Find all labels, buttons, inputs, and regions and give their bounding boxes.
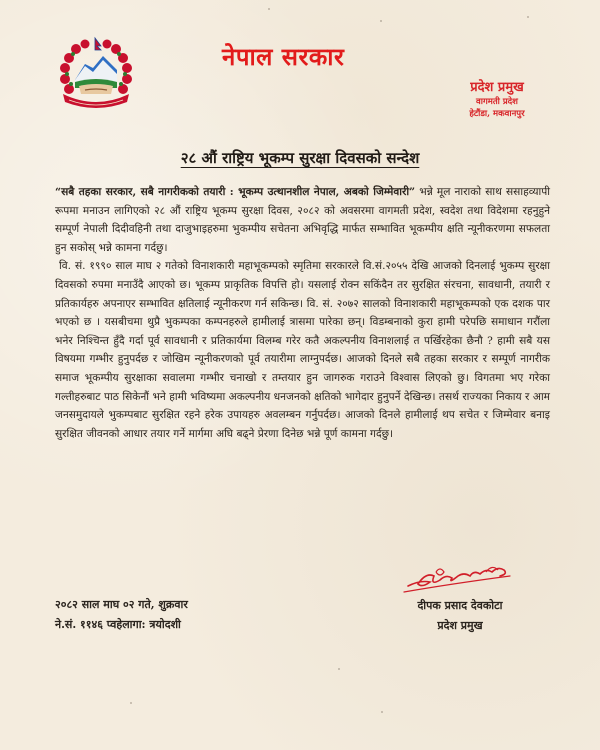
office-title: प्रदेश प्रमुख	[470, 80, 524, 95]
signer-name: दीपक प्रसाद देवकोटा	[417, 599, 503, 612]
date-nepal-sambat: ने.सं. ११४६ प्वहेलागा: त्रयोदशी	[55, 618, 181, 631]
slogan: “सबै तहका सरकार, सबै नागरीकको तयारी : भूकम्प उत्थानशील नेपाल, अबको जिम्मेवारी”	[55, 186, 416, 198]
handwritten-signature-icon	[400, 562, 520, 596]
paper-speck	[268, 8, 270, 10]
date-block	[55, 595, 188, 635]
subject-text: २८ औं राष्ट्रिय भूकम्प सुरक्षा दिवसको सन्देश	[180, 149, 420, 167]
paper-speck	[380, 20, 382, 22]
paper-speck	[338, 668, 340, 670]
subject-heading	[0, 148, 600, 168]
office-block	[432, 80, 562, 120]
date-bikram-sambat: २०८२ साल माघ ०२ गते, शुक्रवार	[55, 598, 188, 611]
paper-speck	[130, 702, 132, 704]
paragraph-1	[55, 183, 550, 257]
paper-speck	[527, 16, 529, 18]
paper-speck	[381, 711, 383, 713]
signature-block	[390, 562, 530, 636]
government-title: नेपाल सरकार	[222, 42, 345, 71]
paragraph-2: वि. सं. १९९० साल माघ २ गतेको विनाशकारी महाभूकम्पको स्मृतिमा सरकारले वि.सं.२०५५ देखि आजको दिनलाई भुकम्प सुरक्षा दिवसको रुपमा मनाउँदै आएको छ। भूकम्प प्राकृतिक विपत्ति हो। यसलाई रोक्न सकिंदैन तर सुरक्षित संरचना, सावधानी, तयारी र प्रतिकार्यहरु अपनाएर सम्भावित क्षतिलाई न्यूनीकरण गर्न सकिन्छ। वि. सं. २०७२ सालको विनाशकारी महाभूकम्पको एक दशक पार भएको छ । यसबीचमा थुप्रै भुकम्पका कम्पनहरुले हामीलाई त्रासमा पारेका छन्। विडम्बनाको कुरा हामी परेपछि समाधान गरौंला भनेर निश्चिन्त हुँदै गर्दा पूर्व सावधानी र प्रतिकार्यमा विलम्ब गरेर कतै अकल्पनीय विनाशलाई त पर्खिरहेका छैनौ ? हामी सबै यस विषयमा गम्भीर हुनुपर्दछ र जोखिम न्यूनीकरणको पूर्व तयारीमा लाग्नुपर्दछ। आजको दिनले सबै तहका सरकार र सम्पूर्ण नागरीक समाज भूकम्पीय सुरक्षाका सवालमा गम्भीर चनाखो र तम्तयार हुन जागरुक गराउने विश्वास लिएको छु। विगतमा भए गरेका गल्तीहरुबाट पाठ सिकेनौं भने हामी भविष्यमा अकल्पनीय धनजनको क्षतिको भागेदार हुनुपर्ने देखिन्छ। तसर्थ राज्यका निकाय र आम जनसमुदायले भुकम्पबाट सुरक्षित रहने हरेक उपायहरु अवलम्बन गर्नुपर्दछ। आजको दिनले हामीलाई थप सचेत र जिम्मेवार बनाइ सुरक्षित जीवनको आधार तयार गर्ने मार्गमा अघि बढ्ने प्रेरणा दिनेछ भन्ने पूर्ण कामना गर्दछु।	[55, 260, 550, 440]
signer-title: प्रदेश प्रमुख	[437, 619, 483, 632]
office-location: हेटौंडा, मकवानपुर	[469, 109, 525, 119]
message-body	[55, 183, 550, 443]
paragraph-1-text: भन्ने मूल नाराको साथ ससाहव्यापी रूपमा मनाउन लागिएको २८ औं राष्ट्रिय भूकम्प सुरक्षा दिवस, २०८२ को अवसरमा वागमती प्रदेश, स्वदेश तथा विदेशमा रहनुहुने सम्पूर्ण नेपाली दिदीवहिनी तथा दाजुभाइहरुमा भुकम्पीय सचेतना अभिवृद्धि मार्फत सम्भावित भूकम्पीय क्षति न्यूनीकरणमा सफलता हुन सकोस् भन्ने कामना गर्दछु।	[55, 186, 550, 254]
office-province: वागमती प्रदेश	[476, 97, 518, 107]
nepal-coat-of-arms-icon	[55, 36, 137, 110]
